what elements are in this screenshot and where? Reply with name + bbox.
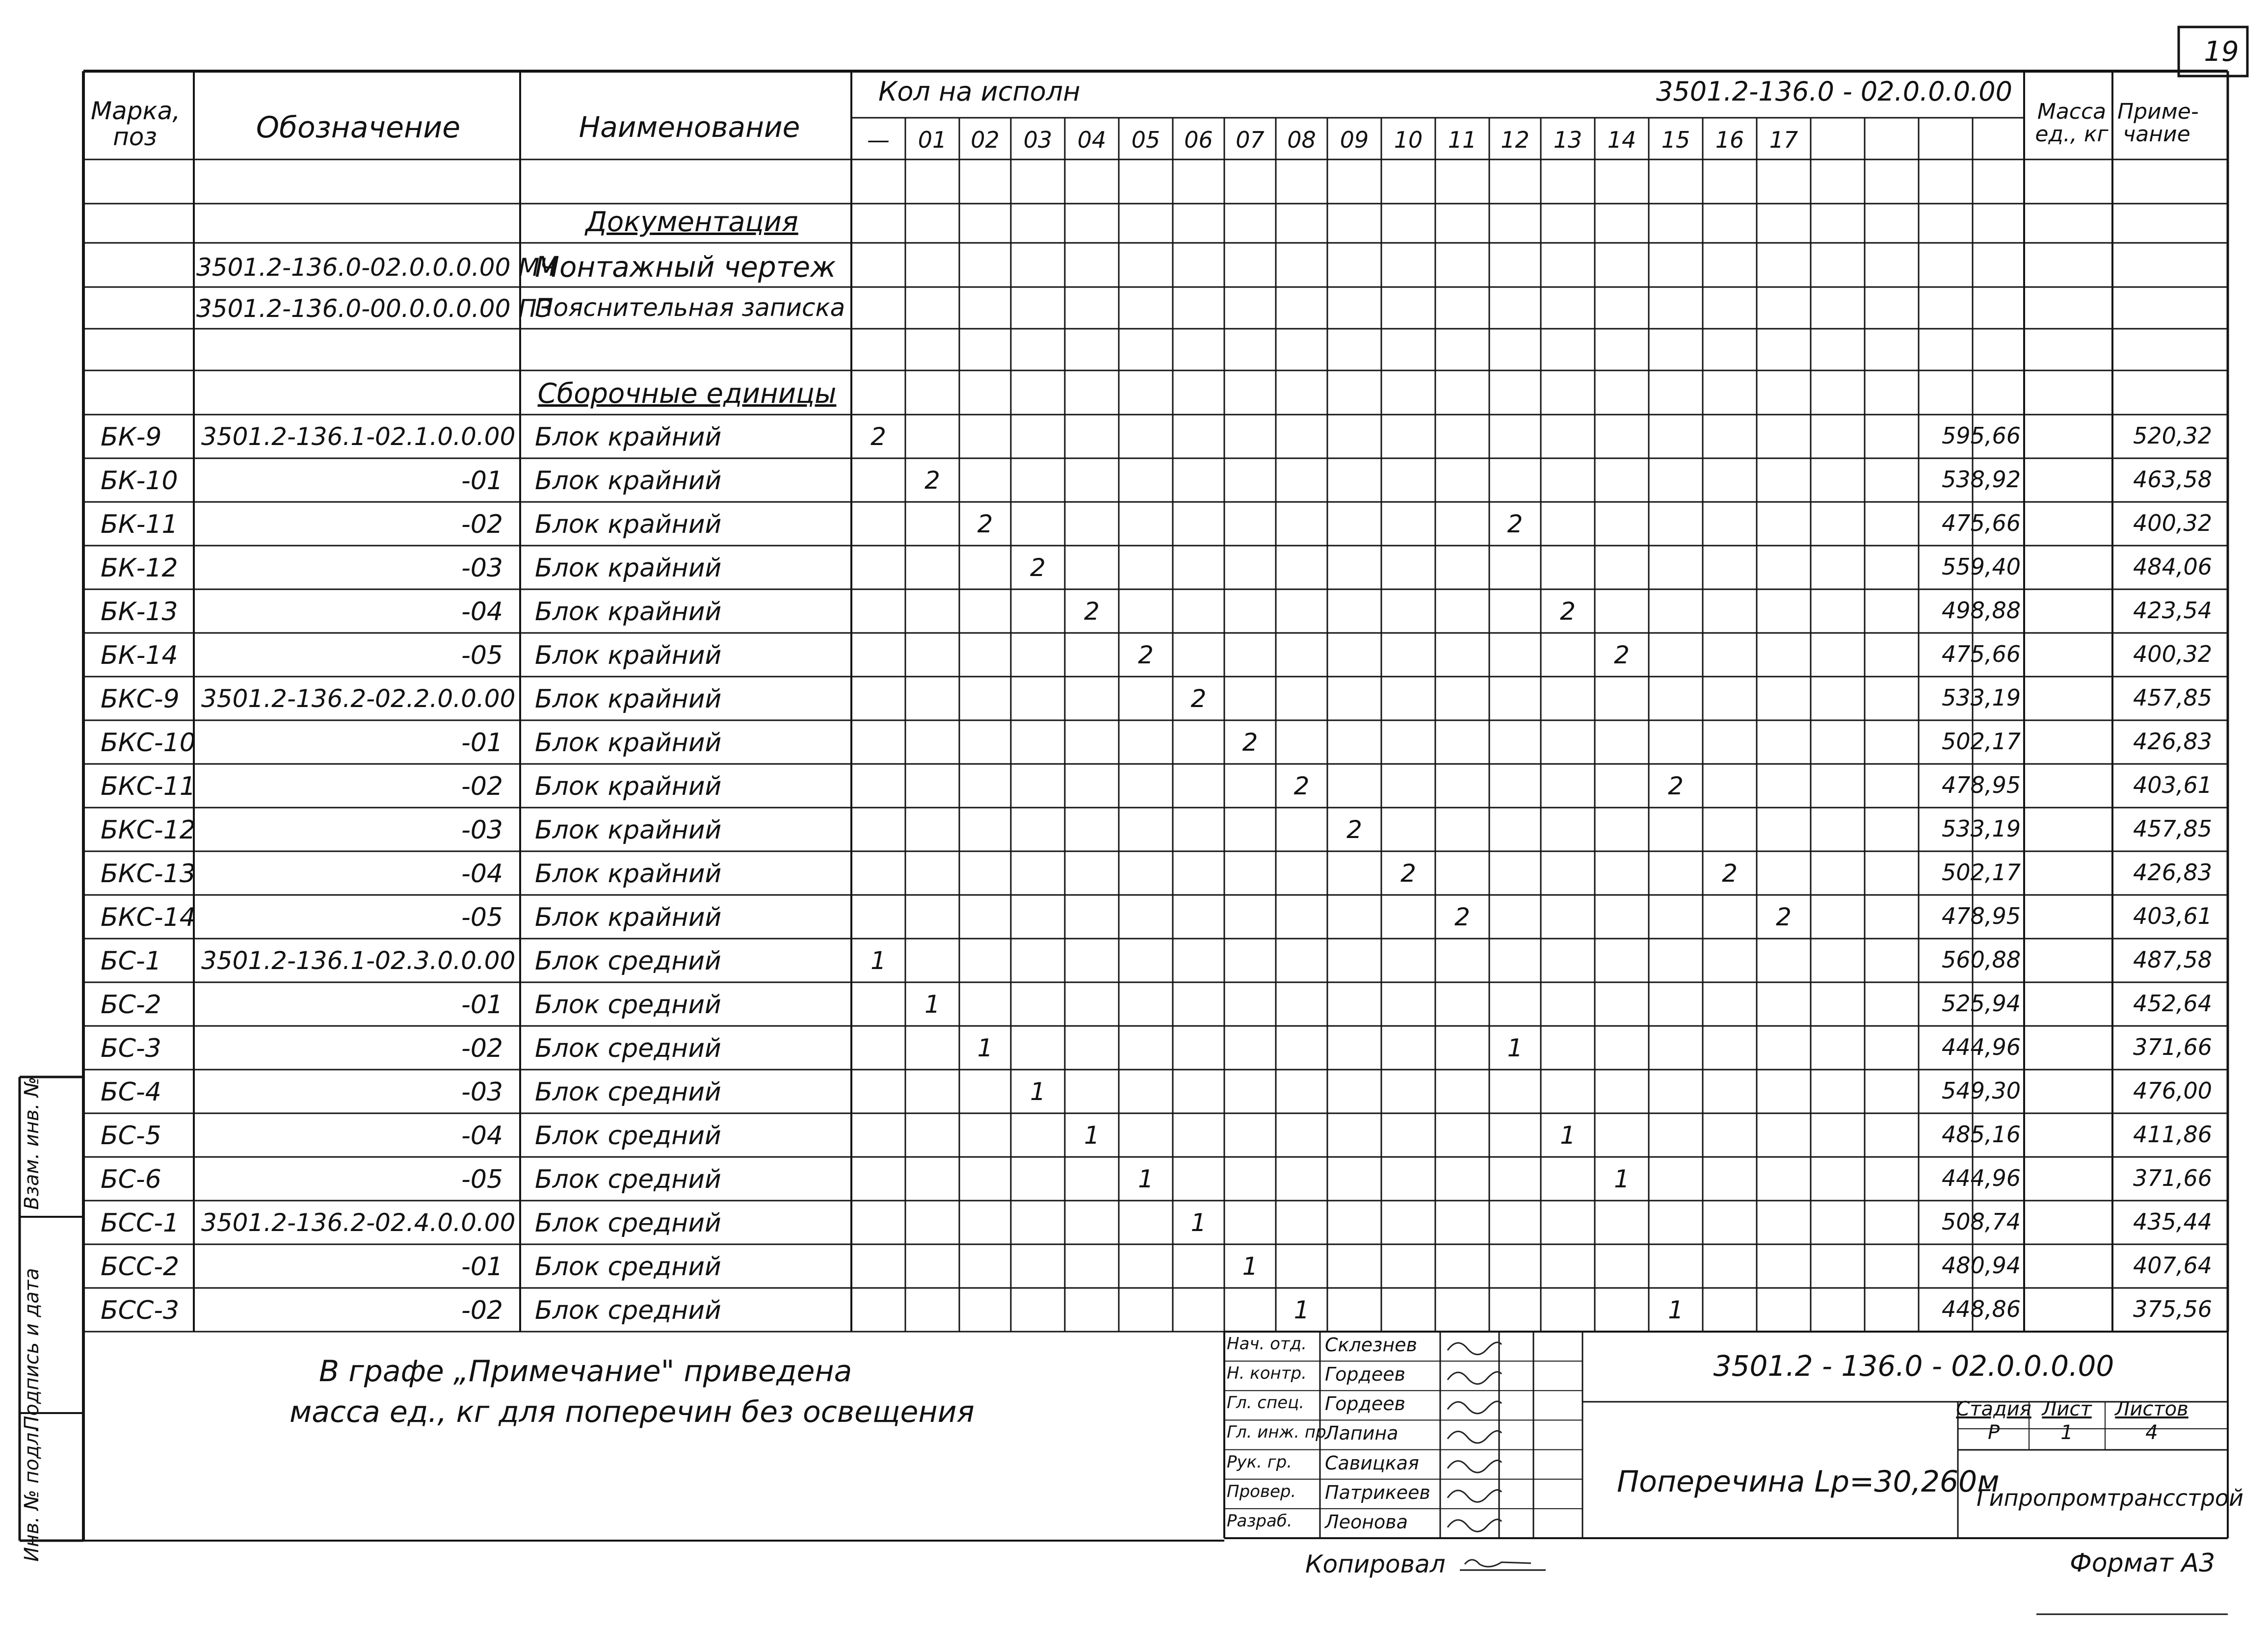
row-mass: 560,88 xyxy=(1942,946,2021,973)
row-designation: -02 xyxy=(461,510,503,539)
footnote-line-2: масса ед., кг для поперечин без освещения xyxy=(290,1395,975,1429)
qty-cell: 2 xyxy=(1293,772,1310,800)
row-mark: БК-9 xyxy=(101,422,162,452)
row-mark: БКС-12 xyxy=(101,815,196,845)
drawing-title: Поперечина Lр=30,260м xyxy=(1617,1465,2000,1499)
row-mass: 525,94 xyxy=(1942,990,2021,1017)
stage-value: Р xyxy=(1987,1421,2000,1444)
version-col-03: 03 xyxy=(1023,127,1053,153)
row-note: 400,32 xyxy=(2133,510,2212,536)
signatory-name: Лапина xyxy=(1325,1422,1398,1444)
row-mark: БК-13 xyxy=(101,597,178,627)
row-mark: БКС-9 xyxy=(101,684,180,714)
page-number: 19 xyxy=(2204,36,2239,68)
row-note: 463,58 xyxy=(2133,466,2212,493)
row-name: Блок средний xyxy=(535,1296,721,1325)
row-designation: -03 xyxy=(461,815,503,845)
row-designation: 3501.2-136.1-02.3.0.0.00 xyxy=(201,946,516,975)
qty-cell: 1 xyxy=(1030,1077,1046,1106)
qty-cell: 2 xyxy=(977,510,993,538)
row-mark: БС-5 xyxy=(101,1121,161,1151)
signatory-name: Леонова xyxy=(1325,1511,1408,1533)
qty-cell: 1 xyxy=(1084,1121,1100,1150)
header-qty-by-version: Кол на исполн xyxy=(878,76,1081,107)
row-name: Блок крайний xyxy=(535,597,722,627)
row-name: Блок средний xyxy=(535,946,721,976)
qty-cell: 1 xyxy=(1614,1165,1630,1193)
row-note: 375,56 xyxy=(2133,1296,2212,1322)
signature-mark xyxy=(1448,1342,1502,1355)
row-designation: -05 xyxy=(461,903,503,932)
row-note: 426,83 xyxy=(2133,728,2212,755)
row-designation: 3501.2-136.2-02.4.0.0.00 xyxy=(201,1208,516,1237)
row-note: 452,64 xyxy=(2133,990,2212,1017)
row-designation: -01 xyxy=(461,728,503,758)
row-mass: 485,16 xyxy=(1942,1121,2021,1148)
row-name: Блок средний xyxy=(535,1252,721,1282)
row-note: 484,06 xyxy=(2133,553,2212,580)
row-mark: БКС-14 xyxy=(101,903,196,932)
signatory-name: Гордеев xyxy=(1325,1393,1405,1415)
row-name: Блок средний xyxy=(535,990,721,1020)
qty-cell: 1 xyxy=(1293,1296,1310,1324)
row-mark: БКС-13 xyxy=(101,859,196,889)
stage-label: Стадия xyxy=(1956,1398,2031,1420)
row-mass: 533,19 xyxy=(1942,684,2021,711)
row-mark: БКС-10 xyxy=(101,728,196,758)
row-note: 411,86 xyxy=(2133,1121,2212,1148)
margin-label-inv-podl: Инв. № подл. xyxy=(21,1426,43,1562)
signatory-name: Гордеев xyxy=(1325,1364,1405,1386)
row-note: 426,83 xyxy=(2133,859,2212,886)
row-mass: 549,30 xyxy=(1942,1077,2021,1104)
version-col-09: 09 xyxy=(1340,127,1369,153)
sheets-value: 4 xyxy=(2145,1421,2158,1444)
qty-cell: 1 xyxy=(870,946,886,975)
signatory-role: Гл. инж. пр. xyxy=(1227,1422,1332,1442)
row-mark: БКС-11 xyxy=(101,772,196,801)
qty-cell: 2 xyxy=(1776,903,1792,931)
version-col-11: 11 xyxy=(1448,127,1477,153)
margin-label-vzam-inv: Взам. инв. № xyxy=(21,1076,43,1210)
row-note: 520,32 xyxy=(2133,422,2212,449)
qty-cell: 1 xyxy=(977,1034,993,1062)
row-mass: 478,95 xyxy=(1942,903,2021,929)
signature-mark xyxy=(1448,1520,1502,1532)
row-designation: -04 xyxy=(461,1121,503,1151)
version-col-01: 01 xyxy=(918,127,947,153)
row-designation: -03 xyxy=(461,1077,503,1107)
row-name: Блок крайний xyxy=(535,859,722,889)
row-designation: -02 xyxy=(461,1296,503,1325)
signatory-role: Н. контр. xyxy=(1227,1364,1307,1384)
qty-cell: 2 xyxy=(1084,597,1100,626)
row-designation: -01 xyxy=(461,990,503,1020)
qty-cell: 2 xyxy=(1346,815,1362,844)
qty-cell: 1 xyxy=(1560,1121,1576,1150)
qty-cell: 2 xyxy=(1138,641,1154,669)
doc-designation: 3501.2-136.0-02.0.0.0.00 МЧ xyxy=(196,253,556,282)
version-col-08: 08 xyxy=(1287,127,1316,153)
row-mark: БСС-2 xyxy=(101,1252,180,1282)
row-mass: 538,92 xyxy=(1942,466,2021,493)
signatory-role: Гл. спец. xyxy=(1227,1393,1305,1413)
header-mark-pos: Марка, поз xyxy=(91,97,181,151)
row-mark: БС-2 xyxy=(101,990,161,1020)
row-mass: 448,86 xyxy=(1942,1296,2021,1322)
row-note: 487,58 xyxy=(2133,946,2212,973)
row-mark: БС-1 xyxy=(101,946,161,976)
row-mass: 475,66 xyxy=(1942,510,2021,536)
row-name: Блок крайний xyxy=(535,728,722,758)
row-name: Блок крайний xyxy=(535,422,722,452)
version-col-06: 06 xyxy=(1184,127,1213,153)
row-designation: -02 xyxy=(461,1034,503,1063)
row-mark: БС-4 xyxy=(101,1077,161,1107)
row-mass: 595,66 xyxy=(1942,422,2021,449)
qty-cell: 2 xyxy=(870,422,886,451)
doc-name: Пояснительная записка xyxy=(535,293,845,322)
row-mark: БК-11 xyxy=(101,510,178,539)
version-col-base: — xyxy=(867,127,890,153)
version-col-16: 16 xyxy=(1715,127,1744,153)
row-designation: -03 xyxy=(461,553,503,583)
row-name: Блок средний xyxy=(535,1034,721,1063)
qty-cell: 2 xyxy=(1614,641,1630,669)
row-name: Блок крайний xyxy=(535,815,722,845)
qty-cell: 1 xyxy=(1190,1208,1207,1237)
row-note: 371,66 xyxy=(2133,1165,2212,1191)
signatory-role: Рук. гр. xyxy=(1227,1452,1292,1472)
row-designation: 3501.2-136.1-02.1.0.0.00 xyxy=(201,422,516,451)
row-designation: -04 xyxy=(461,859,503,889)
copier-signature-mark xyxy=(1465,1560,1531,1567)
section-assembly-units: Сборочные единицы xyxy=(537,378,837,410)
row-mark: БК-10 xyxy=(101,466,178,496)
row-designation: -01 xyxy=(461,466,503,496)
qty-cell: 2 xyxy=(1507,510,1523,538)
row-designation: -04 xyxy=(461,597,503,627)
qty-cell: 2 xyxy=(1030,553,1046,582)
row-note: 403,61 xyxy=(2133,903,2212,929)
qty-cell: 2 xyxy=(1668,772,1684,800)
row-designation: -02 xyxy=(461,772,503,801)
row-note: 423,54 xyxy=(2133,597,2212,624)
sheets-label: Листов xyxy=(2115,1398,2189,1420)
version-col-05: 05 xyxy=(1131,127,1160,153)
row-mass: 508,74 xyxy=(1942,1208,2021,1235)
row-mark: БСС-1 xyxy=(101,1208,180,1238)
qty-cell: 1 xyxy=(1138,1165,1154,1193)
footnote-line-1: В графе „Примечание" приведена xyxy=(319,1354,852,1389)
signature-mark xyxy=(1448,1490,1502,1502)
row-name: Блок крайний xyxy=(535,553,722,583)
row-mass: 559,40 xyxy=(1942,553,2021,580)
version-col-04: 04 xyxy=(1077,127,1107,153)
qty-cell: 2 xyxy=(924,466,940,495)
qty-cell: 2 xyxy=(1454,903,1470,931)
qty-cell: 1 xyxy=(1668,1296,1684,1324)
qty-cell: 2 xyxy=(1400,859,1416,888)
qty-cell: 1 xyxy=(1242,1252,1258,1281)
row-mark: БС-3 xyxy=(101,1034,161,1063)
row-designation: -05 xyxy=(461,1165,503,1194)
version-col-07: 07 xyxy=(1236,127,1265,153)
row-mass: 502,17 xyxy=(1942,728,2021,755)
signature-mark xyxy=(1448,1372,1502,1384)
qty-cell: 1 xyxy=(1507,1034,1523,1062)
version-col-15: 15 xyxy=(1661,127,1690,153)
version-col-10: 10 xyxy=(1394,127,1423,153)
row-note: 371,66 xyxy=(2133,1034,2212,1060)
header-mass: Масса ед., кг xyxy=(2035,99,2109,147)
row-note: 400,32 xyxy=(2133,641,2212,667)
row-mass: 498,88 xyxy=(1942,597,2021,624)
row-name: Блок крайний xyxy=(535,772,722,801)
qty-cell: 2 xyxy=(1722,859,1738,888)
row-name: Блок крайний xyxy=(535,903,722,932)
row-note: 407,64 xyxy=(2133,1252,2212,1279)
row-mark: БК-12 xyxy=(101,553,178,583)
signature-mark xyxy=(1448,1401,1502,1414)
section-documentation: Документация xyxy=(585,206,798,238)
format-label: Формат А3 xyxy=(2070,1548,2215,1578)
header-note: Приме- чание xyxy=(2117,99,2199,147)
row-mark: БК-14 xyxy=(101,641,178,670)
row-mass: 502,17 xyxy=(1942,859,2021,886)
doc-name: Монтажный чертеж xyxy=(535,250,836,284)
row-mass: 533,19 xyxy=(1942,815,2021,842)
row-mass: 444,96 xyxy=(1942,1034,2021,1060)
version-col-02: 02 xyxy=(971,127,1000,153)
row-designation: -01 xyxy=(461,1252,503,1282)
qty-cell: 2 xyxy=(1190,684,1207,713)
version-col-17: 17 xyxy=(1769,127,1798,153)
margin-label-signature-date: Подпись и дата xyxy=(21,1268,43,1431)
row-mass: 444,96 xyxy=(1942,1165,2021,1191)
row-name: Блок крайний xyxy=(535,466,722,496)
signatory-name: Патрикеев xyxy=(1325,1481,1430,1503)
signatory-role: Нач. отд. xyxy=(1227,1334,1307,1354)
signatory-name: Склезнев xyxy=(1325,1334,1417,1356)
row-name: Блок крайний xyxy=(535,510,722,539)
row-note: 435,44 xyxy=(2133,1208,2212,1235)
signatory-role: Разраб. xyxy=(1227,1511,1292,1531)
header-designation: Обозначение xyxy=(256,110,461,145)
organization: Гипропромтрансстрой xyxy=(1977,1485,2243,1511)
version-col-13: 13 xyxy=(1553,127,1582,153)
qty-cell: 1 xyxy=(924,990,940,1019)
row-mass: 475,66 xyxy=(1942,641,2021,667)
qty-cell: 2 xyxy=(1560,597,1576,626)
signature-mark xyxy=(1448,1431,1502,1443)
sheet-value: 1 xyxy=(2060,1421,2073,1444)
row-mark: БСС-3 xyxy=(101,1296,180,1325)
copied-by-label: Копировал xyxy=(1305,1550,1446,1578)
row-designation: -05 xyxy=(461,641,503,670)
row-note: 403,61 xyxy=(2133,772,2212,798)
row-name: Блок крайний xyxy=(535,641,722,670)
row-name: Блок крайний xyxy=(535,684,722,714)
row-name: Блок средний xyxy=(535,1077,721,1107)
row-name: Блок средний xyxy=(535,1208,721,1238)
title-doc-code: 3501.2 - 136.0 - 02.0.0.0.00 xyxy=(1713,1349,2114,1383)
sheet-label: Лист xyxy=(2042,1398,2092,1420)
header-name: Наименование xyxy=(579,110,800,144)
row-designation: 3501.2-136.2-02.2.0.0.00 xyxy=(201,684,516,713)
version-col-14: 14 xyxy=(1607,127,1636,153)
version-col-12: 12 xyxy=(1501,127,1530,153)
header-doc-code: 3501.2-136.0 - 02.0.0.0.00 xyxy=(1656,76,2012,107)
row-name: Блок средний xyxy=(535,1121,721,1151)
signature-mark xyxy=(1448,1460,1502,1472)
row-name: Блок средний xyxy=(535,1165,721,1194)
row-mass: 478,95 xyxy=(1942,772,2021,798)
signatory-role: Провер. xyxy=(1227,1481,1296,1501)
row-note: 457,85 xyxy=(2133,684,2212,711)
signatory-name: Савицкая xyxy=(1325,1452,1419,1474)
row-note: 476,00 xyxy=(2133,1077,2212,1104)
row-mass: 480,94 xyxy=(1942,1252,2021,1279)
row-mark: БС-6 xyxy=(101,1165,161,1194)
qty-cell: 2 xyxy=(1242,728,1258,757)
row-note: 457,85 xyxy=(2133,815,2212,842)
doc-designation: 3501.2-136.0-00.0.0.0.00 ПЗ xyxy=(196,294,553,323)
